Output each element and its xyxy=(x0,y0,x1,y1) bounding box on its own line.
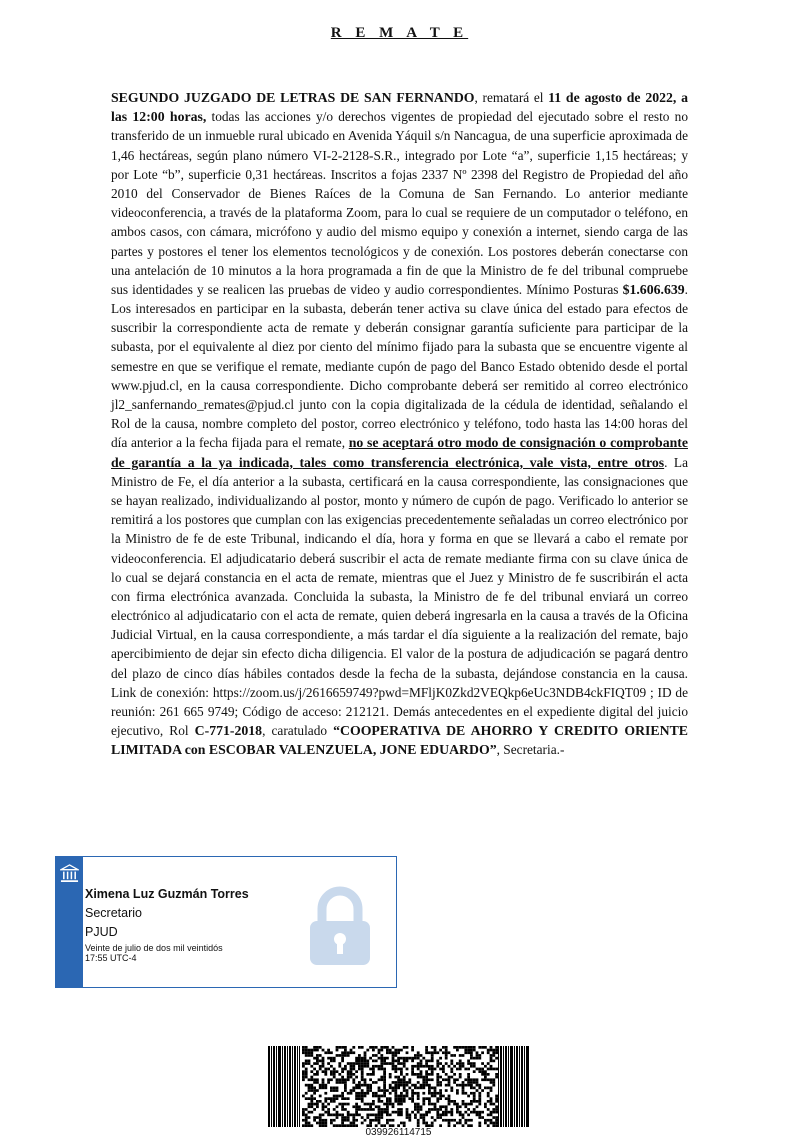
text-segment: , caratulado xyxy=(262,723,334,739)
electronic-signature-box xyxy=(55,856,397,988)
auction-notice-body xyxy=(111,88,688,760)
signature-time: 17:55 UTC-4 xyxy=(85,953,137,963)
guarantee-warning: no se aceptará otro modo de consignación o comprobante de garantía a la ya indicada, tales como transferencia electrónica, vale vista, entre otros xyxy=(111,435,688,470)
document-barcode xyxy=(268,1046,529,1127)
text-segment: todas las acciones y/o derechos vigentes de propiedad del ejecutado sobre el resto no transferido de un inmueble rural ubicado en Avenida Yáquil s/n Nancagua, de una superficie aproximada de 1,46 hectáreas, según plano número VI-2-2128-S.R., integrado por Lote “a”, superficie 1,15 hectáreas; y por Lote “b”, superficie 0,31 hectáreas. Inscritos a fojas 2337 Nº 2398 del Registro de Propiedad del año 2010 del Conservador de Bienes Raíces de la Comuna de San Fernando. Lo anterior mediante videoconferencia, a través de la plataforma Zoom, para lo cual se requiere de un computador o teléfono, en ambos casos, con cámara, micrófono y audio del mismo equipo y conexión a internet, siendo carga de las partes y postores el tener los elementos tecnológicos y de conexión. Los postores deberán conectarse con una antelación de 10 minutos a la hora programada a fin de que la Ministro de fe del tribunal compruebe sus identidades y se realicen las pruebas de video y audio correspondientes. Mínimo Posturas xyxy=(111,109,688,297)
signer-role: Secretario xyxy=(85,906,142,920)
signer-name: Ximena Luz Guzmán Torres xyxy=(85,887,249,901)
barcode-number: 039926114715 xyxy=(365,1127,432,1138)
text-segment: . Los interesados en participar en la subasta, deberán tener activa su clave única del estado para efectos de suscribir la correspondiente acta de remate y deberán consignar garantía suficiente para participar de la subasta, por el equivalente al diez por ciento del mínimo fijado para la subasta que se encuentre vigente al semestre en que se verifique el remate, mediante cupón de pago del Banco Estado obtenido desde el portal www.pjud.cl, en la causa correspondiente. Dicho comprobante deberá ser remitido al correo electrónico jl2_sanfernando_remates@pjud.cl junto con la copia digitalizada de la cédula de identidad, señalando el Rol de la causa, nombre completo del postor, correo electrónico y teléfono, todo hasta las 14:00 horas del día anterior a la fecha fijada para el remate, xyxy=(111,281,688,451)
text-segment: , Secretaria.- xyxy=(496,742,565,758)
signer-organization: PJUD xyxy=(85,925,118,939)
court-name: SEGUNDO JUZGADO DE LETRAS DE SAN FERNANDO xyxy=(111,90,475,105)
case-rol: C-771-2018 xyxy=(194,723,263,739)
text-segment: . La Ministro de Fe, el día anterior a la subasta, certificará en la causa correspondiente, las consignaciones que se hayan realizado, individualizando al postor, monto y número de cupón de pago. Verificado lo anterior se remitirá a los postores que cumplan con las exigencias precedentemente señaladas un correo electrónico por la Ministro de fe de este Tribunal, indicando el día, hora y forma en que se llevará a cabo el remate por videoconferencia. El adjudicatario deberá suscribir el acta de remate mediante firma con su clave única de lo cual se dejará constancia en el acta de remate, mientras que el Juez y Ministro de fe suscribirán el acta con firma electrónica avanzada. Concluida la subasta, la Ministro de fe del tribunal enviará un correo electrónico al adjudicatario con el acta de remate, quien deberá ingresarla en la causa a través de la Oficina Judicial Virtual, en la causa correspondiente, a más tardar el día siguiente a la realización del remate, bajo apercibimiento de dejar sin efecto dicha diligencia. El valor de la postura de adjudicación se pagará dentro del plazo de cinco días hábiles contados desde la fecha de la subasta, dejándose constancia en la causa. Link de conexión: https://zoom.us/j/2616659749?pwd=MFljK0Zkd2VEQkp6eUc3NDB4ckFIQT09 ; ID de reunión: 261 665 9749; Código de acceso: 212121. Demás antecedentes en el expediente digital del juicio ejecutivo, Rol xyxy=(111,454,688,739)
minimum-bid: $1.606.639 xyxy=(622,281,685,297)
document-title: R E M A T E xyxy=(330,25,469,41)
case-caption: “COOPERATIVA DE AHORRO Y CREDITO ORIENTE LIMITADA con ESCOBAR VALENZUELA, JONE EDUARDO” xyxy=(111,723,688,758)
signature-date: Veinte de julio de dos mil veintidós xyxy=(85,943,223,953)
padlock-icon xyxy=(304,885,376,967)
text-segment: , rematará el xyxy=(474,90,549,105)
signature-timestamp xyxy=(85,943,223,963)
auction-date-time: 11 de agosto de 2022, a las 12:00 horas, xyxy=(111,90,689,125)
courthouse-icon xyxy=(60,864,79,883)
